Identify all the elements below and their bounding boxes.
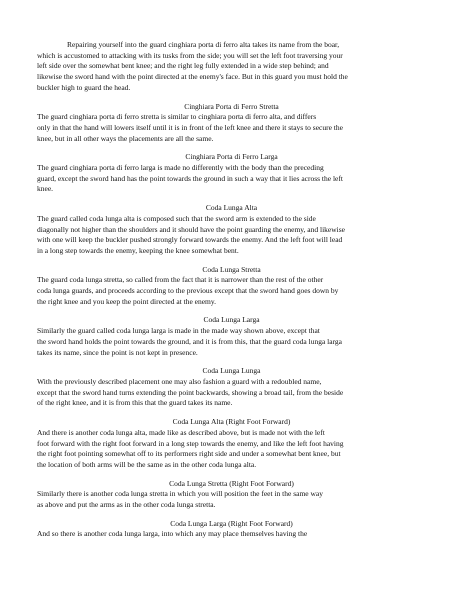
section-heading: Coda Lunga Lunga xyxy=(202,366,261,376)
body-line: as above and put the arms as in the other coda lunga stretta. xyxy=(37,500,216,510)
section-body xyxy=(37,112,426,144)
section-heading: Coda Lunga Larga xyxy=(203,315,260,325)
body-line: takes its name, since the point is not kept in presence. xyxy=(37,347,198,357)
intro-line: left side over the somewhat bent knee; and the right leg fully extended in a wide step behind; and xyxy=(37,61,329,71)
body-line: except that the sword hand turns extending the point backwards, showing a broad tail, from the beside xyxy=(37,387,344,397)
section-heading: Coda Lunga Stretta xyxy=(202,264,261,274)
section-body xyxy=(37,529,426,540)
body-line: With the previously described placement one may also fashion a guard with a redoubled name, xyxy=(37,376,322,386)
body-line: only in that the hand will lowers itself until it is in front of the left knee and there it stays to secure the xyxy=(37,122,343,132)
intro-line: likewise the sword hand with the point directed at the enemy's face. But in this guard you must hold the xyxy=(37,72,348,82)
section-heading: Coda Lunga Alta (Right Foot Forward) xyxy=(172,417,291,427)
section-body xyxy=(37,163,426,195)
body-line: of the right knee, and it is from this that the guard takes its name. xyxy=(37,398,233,408)
section-cinghiara-larga xyxy=(37,152,426,195)
section-coda-lunga-larga xyxy=(37,315,426,358)
intro-line: buckler high to guard the head. xyxy=(37,82,131,92)
body-line: The guard cinghiara porta di ferro stretta is similar to cinghiara porta di ferro alta, and differs xyxy=(37,112,317,122)
body-line: the right knee and you keep the point directed at the enemy. xyxy=(37,296,217,306)
body-line: Similarly there is another coda lunga stretta in which you will position the feet in the same way xyxy=(37,489,323,499)
body-line: guard, except the sword hand has the point towards the ground in such a way that it lies across the left xyxy=(37,173,343,183)
body-line: knee. xyxy=(37,184,54,194)
body-line: the sword hand holds the point towards the ground, and it is from this, that the guard coda lunga larga xyxy=(37,336,343,346)
body-line: diagonally not higher than the shoulders and it should have the point guarding the enemy, and likewise xyxy=(37,224,345,234)
section-body xyxy=(37,326,426,358)
section-body xyxy=(37,214,426,257)
body-line: And there is another coda lunga alta, made like as described above, but is made not with the left xyxy=(37,427,325,437)
body-line: knee, but in all other ways the placements are all the same. xyxy=(37,133,214,143)
section-heading: Coda Lunga Stretta (Right Foot Forward) xyxy=(169,478,294,488)
section-coda-lunga-larga-right-foot xyxy=(37,519,426,540)
body-line: the location of both arms will be the same as in the other coda lunga alta. xyxy=(37,459,257,469)
section-body xyxy=(37,428,426,471)
section-cinghiara-stretta xyxy=(37,102,426,145)
section-coda-lunga-stretta xyxy=(37,265,426,308)
intro-line: which is accustomed to attacking with its tusks from the side; you will set the left foot traversing your xyxy=(37,50,343,60)
body-line: in a long step towards the enemy, keeping the knee somewhat bent. xyxy=(37,245,239,255)
section-heading: Coda Lunga Larga (Right Foot Forward) xyxy=(170,518,293,528)
section-coda-lunga-stretta-right-foot xyxy=(37,479,426,511)
section-coda-lunga-alta xyxy=(37,203,426,257)
section-heading: Cinghiara Porta di Ferro Larga xyxy=(185,152,278,162)
section-coda-lunga-lunga xyxy=(37,366,426,409)
body-line: foot forward with the right foot forward in a long step towards the enemy, and like the left foot having xyxy=(37,438,344,448)
section-body xyxy=(37,489,426,510)
body-line: The guard called coda lunga alta is composed such that the sword arm is extended to the side xyxy=(37,213,316,223)
body-line: The guard coda lunga stretta, so called from the fact that it is narrower than the rest of the other xyxy=(37,275,324,285)
section-heading: Cinghiara Porta di Ferro Stretta xyxy=(184,101,279,111)
body-line: And so there is another coda lunga larga, into which any may place themselves having the xyxy=(37,529,308,539)
section-coda-lunga-alta-right-foot xyxy=(37,417,426,471)
body-line: Similarly the guard called coda lunga larga is made in the made way shown above, except that xyxy=(37,326,320,336)
section-body xyxy=(37,377,426,409)
section-heading: Coda Lunga Alta xyxy=(205,203,258,213)
body-line: The guard cinghiara porta di ferro larga is made no differently with the body than the preceding xyxy=(37,163,324,173)
intro-line: Repairing yourself into the guard cinghiara porta di ferro alta takes its name from the boar, xyxy=(67,40,340,49)
body-line: with one will keep the buckler pushed strongly forward towards the enemy. And the left foot will lead xyxy=(37,235,343,245)
body-line: the right foot pointing somewhat off to its performers right side and under a somewhat bent knee, but xyxy=(37,449,341,459)
section-body xyxy=(37,275,426,307)
body-line: coda lunga guards, and proceeds according to the previous except that the sword hand goes down by xyxy=(37,286,339,296)
intro-paragraph xyxy=(37,40,426,94)
